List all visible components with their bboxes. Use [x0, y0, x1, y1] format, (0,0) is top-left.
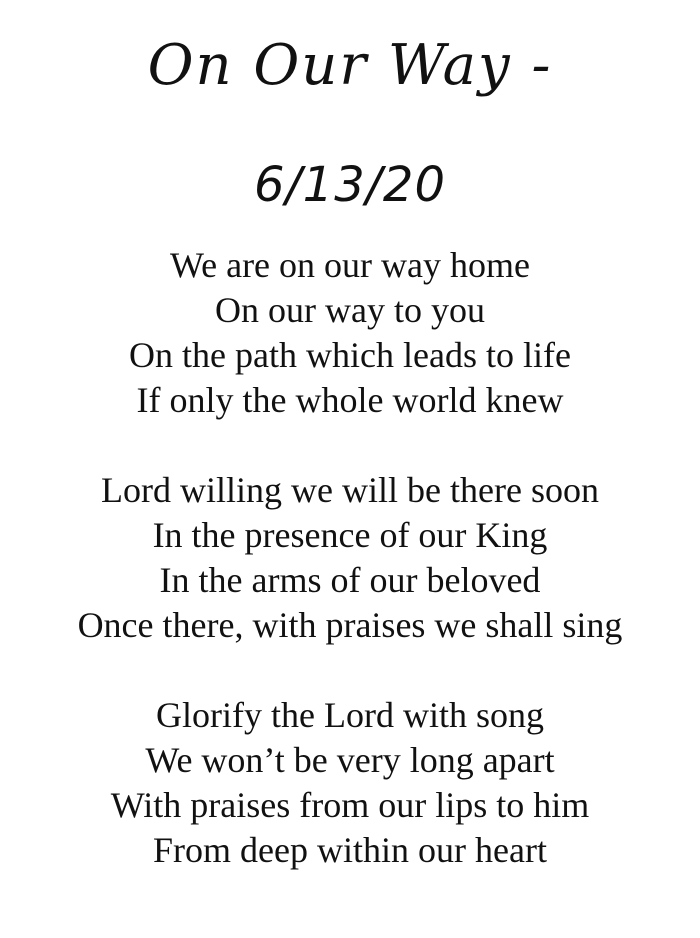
- poem-line: With praises from our lips to him: [110, 785, 590, 825]
- poem-line: Glorify the Lord with song: [156, 695, 544, 735]
- poem-line: On our way to you: [215, 290, 485, 330]
- poem-line: We won’t be very long apart: [145, 740, 555, 780]
- poem-line: In the arms of our beloved: [159, 560, 541, 600]
- poem-line: On the path which leads to life: [129, 335, 571, 375]
- poem-line: In the presence of our King: [152, 515, 548, 555]
- poem-title: On Our Way -: [147, 33, 553, 98]
- poem-line: If only the whole world knew: [136, 380, 564, 420]
- stanza-2: [0, 468, 700, 648]
- stanza-1: [0, 243, 700, 423]
- poem-date: 6/13/20: [253, 157, 447, 213]
- poem-line: Lord willing we will be there soon: [101, 470, 599, 510]
- poem-line: Once there, with praises we shall sing: [77, 605, 623, 645]
- stanza-3: [0, 693, 700, 873]
- poem-line: From deep within our heart: [153, 830, 547, 870]
- poem-line: We are on our way home: [170, 245, 530, 285]
- poem-body: [0, 243, 700, 873]
